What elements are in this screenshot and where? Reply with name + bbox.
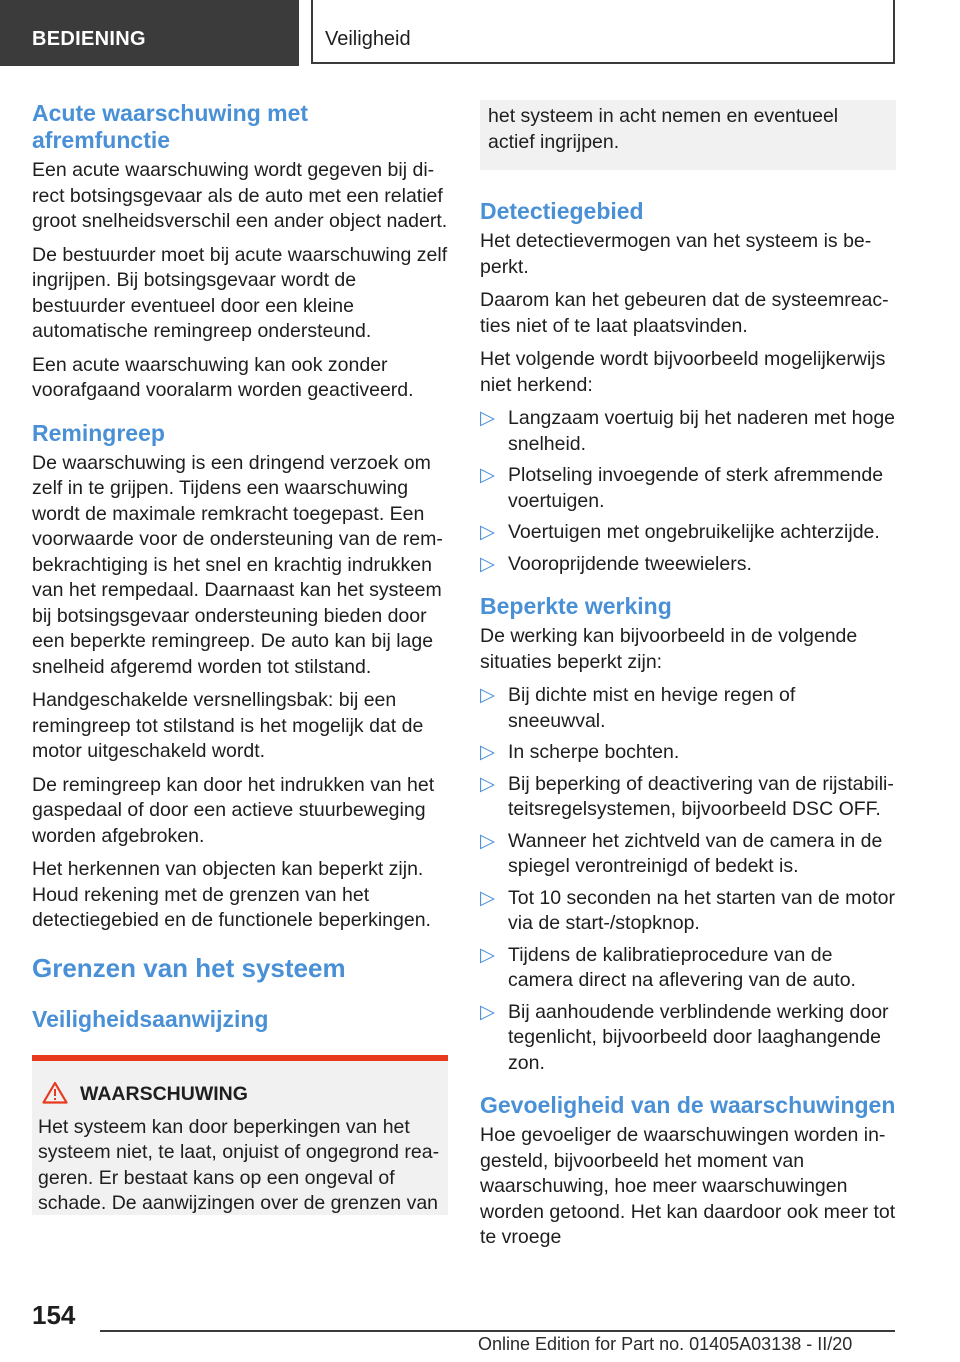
paragraph: Hoe gevoeliger de waarschuwingen worden ingesteld, bijvoorbeeld het moment van waarschuwing, hoe meer waarschuwingen worden getoond. Het kan daardoor ook meer tot te vroege bbox=[480, 1124, 896, 1248]
paragraph: Het volgende wordt bijvoorbeeld mogelijkerwijs niet herkend: bbox=[480, 348, 886, 396]
triangle-right-outline-icon: ▷ bbox=[480, 684, 495, 706]
list-item: ▷ Langzaam voertuig bij het naderen met hoge snelheid. bbox=[480, 407, 896, 455]
triangle-right-outline-icon: ▷ bbox=[480, 552, 495, 575]
heading-acute-warning: Acute waarschuwing met afremfunctie bbox=[32, 100, 309, 153]
list-item: ▷ Voertuigen met ongebruikelijke achterzijde. bbox=[480, 520, 896, 546]
list-item: ▷ Wanneer het zichtveld van de camera in de spiegel verontreinigd of bedekt is. bbox=[480, 829, 883, 877]
paragraph: Het herkennen van objecten kan beperkt zijn. Houd rekening met de grenzen van het detectiegebied en de functionele beperkingen. bbox=[32, 858, 431, 931]
list-item: ▷ Tijdens de kalibratieprocedure van de camera direct na aflevering van de auto. bbox=[480, 943, 856, 991]
paragraph: Een acute waarschuwing wordt gegeven bij direct botsingsgevaar als de auto met een relatief groot snelheidsverschil een ander object nadert. bbox=[32, 159, 448, 232]
warning-label: WAARSCHUWING bbox=[80, 1083, 248, 1105]
paragraph: Daarom kan het gebeuren dat de systeemreacties niet of te laat plaatsvinden. bbox=[480, 289, 889, 337]
heading-beperkte-werking: Beperkte werking bbox=[480, 593, 672, 619]
limitation-list bbox=[480, 683, 896, 1076]
header-topic-tab bbox=[311, 0, 895, 64]
triangle-right-outline-icon: ▷ bbox=[480, 943, 495, 966]
left-column bbox=[32, 100, 448, 1215]
paragraph: De remingreep kan door het indrukken van het gaspedaal of door een actieve stuurbeweging worden afgebroken. bbox=[32, 773, 435, 847]
heading-gevoeligheid: Gevoeligheid van de waarschuwingen bbox=[480, 1092, 896, 1118]
triangle-right-outline-icon: ▷ bbox=[480, 886, 495, 909]
triangle-right-outline-icon: ▷ bbox=[480, 407, 495, 429]
warning-title bbox=[42, 1081, 440, 1109]
warning-text-continued: het systeem in acht nemen en eventueel actief ingrijpen. bbox=[488, 105, 839, 153]
warning-box-continued bbox=[480, 100, 896, 170]
list-item: ▷ Bij beperking of deactivering van de rijstabiliteitsregelsystemen, bijvoorbeeld DSC OFF. bbox=[480, 772, 894, 820]
paragraph: Het detectievermogen van het systeem is beperkt. bbox=[480, 230, 872, 278]
list-item: ▷ Bij dichte mist en hevige regen of sneeuwval. bbox=[480, 684, 796, 732]
footer-divider bbox=[100, 1330, 895, 1332]
paragraph: De bestuurder moet bij acute waarschuwing zelf ingrijpen. Bij botsingsgevaar wordt de bestuurder eventueel door een kleine automatische remingreep ondersteund. bbox=[32, 243, 448, 342]
detection-list bbox=[480, 406, 896, 577]
header-section-tab bbox=[0, 0, 299, 66]
paragraph: De werking kan bijvoorbeeld in de volgende situaties beperkt zijn: bbox=[480, 625, 858, 673]
paragraph: De waarschuwing is een dringend verzoek om zelf in te grijpen. Tijdens een waarschuwing wordt de maximale remkracht toegepast. Een voorwaarde voor de ondersteuning van de rembekrachtiging is het snel en krachtig indrukken van het rempedaal. Daarnaast kan het systeem bij botsingsgevaar ondersteuning bieden door een beperkte remingreep. De auto kan bij lage snelheid afgeremd worden tot stilstand. bbox=[32, 451, 443, 678]
paragraph: Handgeschakelde versnellingsbak: bij een remingreep tot stilstand is het mogelijk dat de motor uitgeschakeld wordt. bbox=[32, 689, 424, 762]
triangle-right-outline-icon: ▷ bbox=[480, 521, 495, 543]
right-column bbox=[480, 100, 896, 1259]
list-item: ▷ Tot 10 seconden na het starten van de motor via de start-/stopknop. bbox=[480, 886, 896, 934]
footer-edition: Online Edition for Part no. 01405A03138 - II/20 bbox=[478, 1334, 853, 1354]
triangle-right-outline-icon: ▷ bbox=[480, 741, 495, 763]
page-number: 154 bbox=[32, 1300, 76, 1330]
topic-title: Veiligheid bbox=[325, 28, 411, 50]
list-item: ▷ Plotseling invoegende of sterk afremmende voertuigen. bbox=[480, 464, 884, 512]
paragraph: Een acute waarschuwing kan ook zonder voorafgaand vooralarm worden geactiveerd. bbox=[32, 353, 414, 401]
triangle-right-outline-icon: ▷ bbox=[480, 829, 495, 852]
warning-box bbox=[32, 1055, 448, 1215]
triangle-right-outline-icon: ▷ bbox=[480, 772, 495, 795]
warning-text: Het systeem kan door beperkingen van het systeem niet, te laat, onjuist of ongegrond reageren. Er bestaat kans op een ongeval of schade. De aanwijzingen over de grenzen van bbox=[38, 1115, 440, 1214]
triangle-right-outline-icon: ▷ bbox=[480, 1000, 495, 1023]
triangle-right-outline-icon: ▷ bbox=[480, 464, 495, 486]
list-item: ▷ Bij aanhoudende verblindende werking door tegenlicht, bijvoorbeeld door laaghangende zon. bbox=[480, 1000, 889, 1074]
heading-detectiegebied: Detectiegebied bbox=[480, 198, 644, 224]
section-title: BEDIENING bbox=[32, 28, 146, 50]
list-item: ▷ Vooroprijdende tweewielers. bbox=[480, 552, 896, 578]
warning-triangle-icon bbox=[42, 1081, 68, 1109]
heading-veiligheid: Veiligheidsaanwijzing bbox=[32, 1005, 269, 1032]
heading-remingreep: Remingreep bbox=[32, 419, 165, 446]
list-item: ▷ In scherpe bochten. bbox=[480, 740, 896, 766]
heading-grenzen: Grenzen van het systeem bbox=[32, 952, 346, 983]
